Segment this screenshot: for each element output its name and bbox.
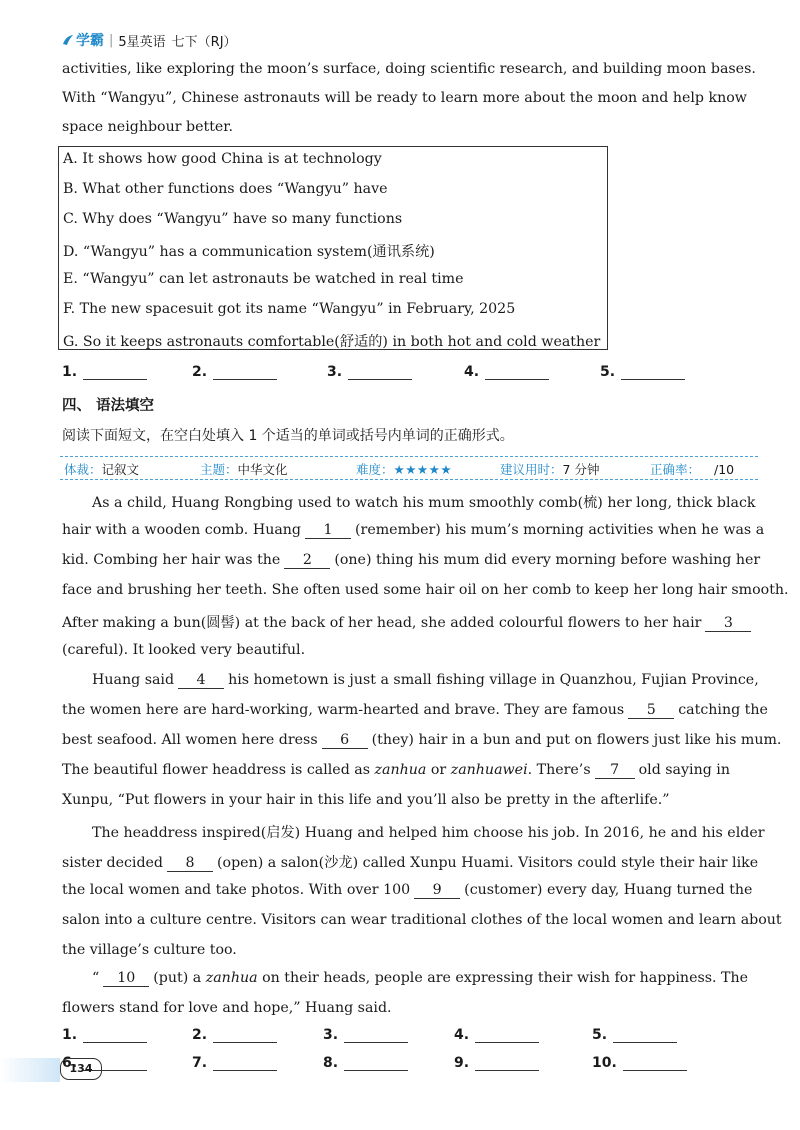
passage-line: salon into a culture centre. Visitors can wear traditional clothes of the local women and learn about [62,912,782,928]
blank-8[interactable]: 8 [167,856,213,872]
answer-blank[interactable]: 6. [62,1055,147,1071]
answer-blank[interactable]: 1. [62,1027,147,1043]
blank-1[interactable]: 1 [305,523,351,539]
passage-line: sister decided 8 (open) a salon(沙龙) called Xunpu Huami. Visitors could style their hair like [62,855,759,871]
answer-blank[interactable]: 5. [600,364,685,380]
passage-line: space neighbour better. [62,119,234,135]
option-c: C. Why does “Wangyu” have so many functions [63,211,403,227]
volume-name: 七下（RJ） [171,34,237,50]
passage-line: kid. Combing her hair was the 2 (one) thing his mum did every morning before washing her [62,552,761,568]
difficulty-stars-icon: ★★★★★ [393,462,453,477]
passage-line: hair with a wooden comb. Huang 1 (remember) his mum’s morning activities when he was a [62,522,765,538]
passage-line: With “Wangyu”, Chinese astronauts will be ready to learn more about the moon and help know [62,90,747,106]
option-g: G. So it keeps astronauts comfortable(舒适的) in both hot and cold weather [63,334,601,350]
section-instruction: 阅读下面短文，在空白处填入 1 个适当的单词或括号内单词的正确形式。 [62,428,514,444]
passage-line: activities, like exploring the moon’s surface, doing scientific research, and building moon bases. [62,61,756,77]
blank-4[interactable]: 4 [178,673,224,689]
option-b: B. What other functions does “Wangyu” have [63,181,388,197]
passage-line: flowers stand for love and hope,” Huang said. [62,1000,392,1016]
section-title: 四、 语法填空 [62,398,155,414]
blank-6[interactable]: 6 [322,733,368,749]
passage-line: Xunpu, “Put flowers in your hair in this life and you’ll also be pretty in the afterlife.” [62,792,670,808]
brand-name: 学霸 [76,33,104,49]
option-f: F. The new spacesuit got its name “Wangyu” in February, 2025 [63,301,516,317]
answer-blank[interactable]: 9. [454,1055,539,1071]
page-number: 134 [60,1058,102,1080]
series-name: 5星英语 [118,34,166,50]
answer-blank[interactable]: 2. [192,364,277,380]
info-bar [60,456,758,480]
answer-blank[interactable]: 2. [192,1027,277,1043]
answer-blank[interactable]: 7. [192,1055,277,1071]
answer-blank[interactable]: 4. [464,364,549,380]
blank-7[interactable]: 7 [595,763,635,779]
accuracy-info: 正确率： /10 [650,462,735,477]
passage-line: (careful). It looked very beautiful. [62,642,306,658]
genre-info: 体裁：记叙文 [64,462,140,477]
blank-5[interactable]: 5 [628,703,674,719]
passage-line: face and brushing her teeth. She often used some hair oil on her comb to keep her long hair smooth. [62,582,789,598]
answer-blank[interactable]: 5. [592,1027,677,1043]
passage-line: the local women and take photos. With over 100 9 (customer) every day, Huang turned the [62,882,753,898]
answer-blank[interactable]: 8. [323,1055,408,1071]
theme-info: 主题：中华文化 [200,462,288,477]
passage-line: The headdress inspired(启发) Huang and helped him choose his job. In 2016, he and his elder [92,825,765,841]
footer-decoration [0,1058,60,1082]
answer-blank[interactable]: 1. [62,364,147,380]
answer-blank[interactable]: 3. [327,364,412,380]
passage-line: best seafood. All women here dress 6 (they) hair in a bun and put on flowers just like his mum. [62,732,782,748]
option-d: D. “Wangyu” has a communication system(通讯系统) [63,244,435,260]
blank-10[interactable]: 10 [103,971,149,987]
passage-line: Huang said 4 his hometown is just a small fishing village in Quanzhou, Fujian Province, [92,672,759,688]
answer-blank[interactable]: 10. [592,1055,687,1071]
brand-logo-icon [62,34,74,46]
blank-3[interactable]: 3 [705,616,751,632]
difficulty-info: 难度：★★★★★ [356,462,453,477]
blank-9[interactable]: 9 [414,883,460,899]
passage-line: “ 10 (put) a zanhua on their heads, people are expressing their wish for happiness. The [92,970,749,986]
option-e: E. “Wangyu” can let astronauts be watched in real time [63,271,464,287]
answer-blank[interactable]: 4. [454,1027,539,1043]
option-a: A. It shows how good China is at technology [63,151,382,167]
passage-line: the women here are hard-working, warm-hearted and brave. They are famous 5 catching the [62,702,768,718]
header-divider: | [109,32,114,48]
time-info: 建议用时：7 分钟 [500,462,600,477]
options-box [58,146,608,350]
passage-line: After making a bun(圆髻) at the back of her head, she added colourful flowers to her hair 3 [62,612,755,632]
passage-line: The beautiful flower headdress is called as zanhua or zanhuawei. There’s 7 old saying in [62,762,730,778]
blank-2[interactable]: 2 [284,553,330,569]
passage-line: the village’s culture too. [62,942,237,958]
answer-blank[interactable]: 3. [323,1027,408,1043]
passage-line: As a child, Huang Rongbing used to watch his mum smoothly comb(梳) her long, thick black [92,495,756,511]
page-header [62,30,237,50]
